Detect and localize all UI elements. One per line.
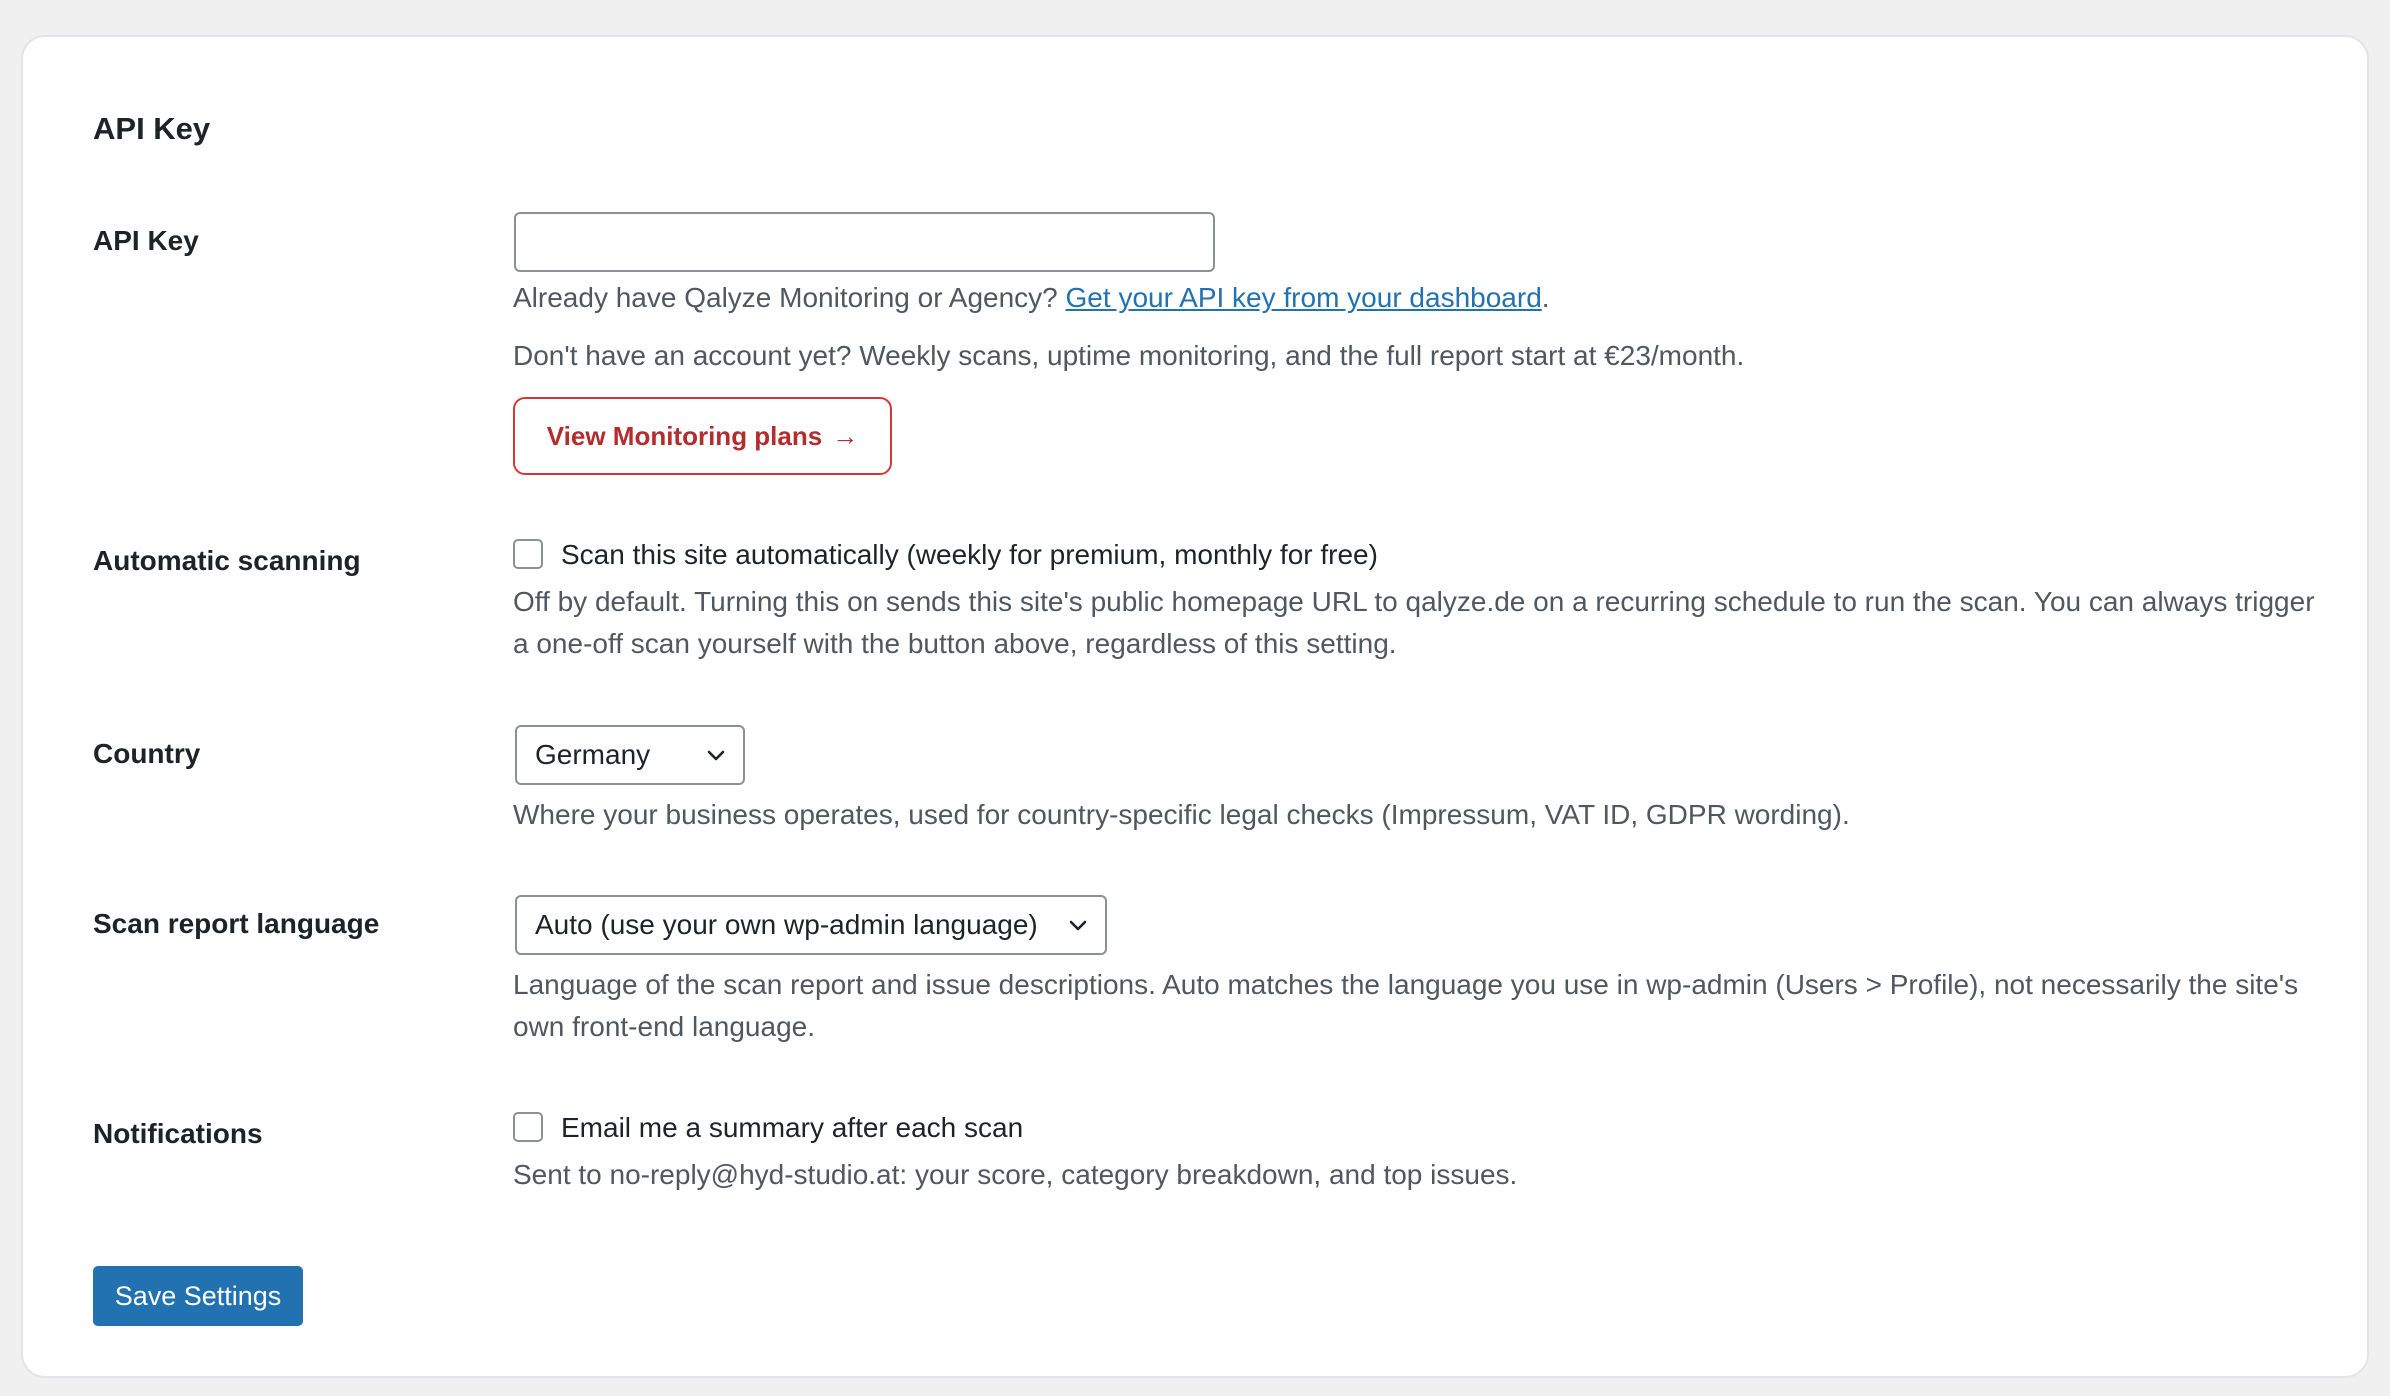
api-key-help-prefix: Already have Qalyze Monitoring or Agency?: [513, 282, 1058, 313]
api-key-help-suffix: .: [1541, 282, 1550, 313]
notifications-checkbox-label: Email me a summary after each scan: [561, 1112, 1024, 1143]
automatic-scanning-description: Off by default. Turning this on sends this site's public homepage URL to qalyze.de on a recurring schedule to run the scan. You can always trigger a one-off scan yourself with the button above, regardless of this setting.: [513, 586, 2315, 659]
plans-button-label: View Monitoring plans: [546, 420, 823, 451]
settings-card: [21, 35, 2369, 1378]
api-key-upsell-text: Don't have an account yet? Weekly scans, uptime monitoring, and the full report start at €23/month.: [513, 340, 1745, 371]
automatic-scanning-label: Automatic scanning: [93, 545, 361, 576]
api-key-dashboard-link[interactable]: Get your API key from your dashboard: [1065, 282, 1542, 313]
country-select[interactable]: [515, 725, 745, 785]
notifications-checkbox[interactable]: [513, 1112, 543, 1142]
scan-report-language-select[interactable]: [515, 895, 1107, 955]
arrow-right-icon: →: [832, 420, 859, 451]
country-description: Where your business operates, used for country-specific legal checks (Impressum, VAT ID, GDPR wording).: [513, 799, 1850, 830]
notifications-description: Sent to no-reply@hyd-studio.at: your score, category breakdown, and top issues.: [513, 1159, 1518, 1190]
section-title: API Key: [93, 111, 211, 146]
scan-report-language-description: Language of the scan report and issue descriptions. Auto matches the language you use in wp-admin (Users > Profile), not necessarily the site's own front-end language.: [513, 969, 2299, 1042]
api-key-input[interactable]: [514, 212, 1215, 272]
api-key-label: API Key: [93, 225, 199, 256]
view-monitoring-plans-button[interactable]: [513, 397, 892, 475]
save-settings-button[interactable]: Save Settings: [93, 1266, 303, 1326]
chevron-down-icon: [705, 745, 727, 767]
automatic-scanning-checkbox[interactable]: [513, 539, 543, 569]
scan-report-language-label: Scan report language: [93, 908, 380, 939]
notifications-label: Notifications: [93, 1118, 263, 1149]
country-selected-value: Germany: [535, 739, 651, 770]
api-key-help: [513, 277, 1550, 319]
country-label: Country: [93, 738, 201, 769]
chevron-down-icon: [1067, 915, 1089, 937]
automatic-scanning-checkbox-label: Scan this site automatically (weekly for premium, monthly for free): [561, 539, 1378, 570]
scan-report-language-selected-value: Auto (use your own wp-admin language): [535, 909, 1038, 940]
